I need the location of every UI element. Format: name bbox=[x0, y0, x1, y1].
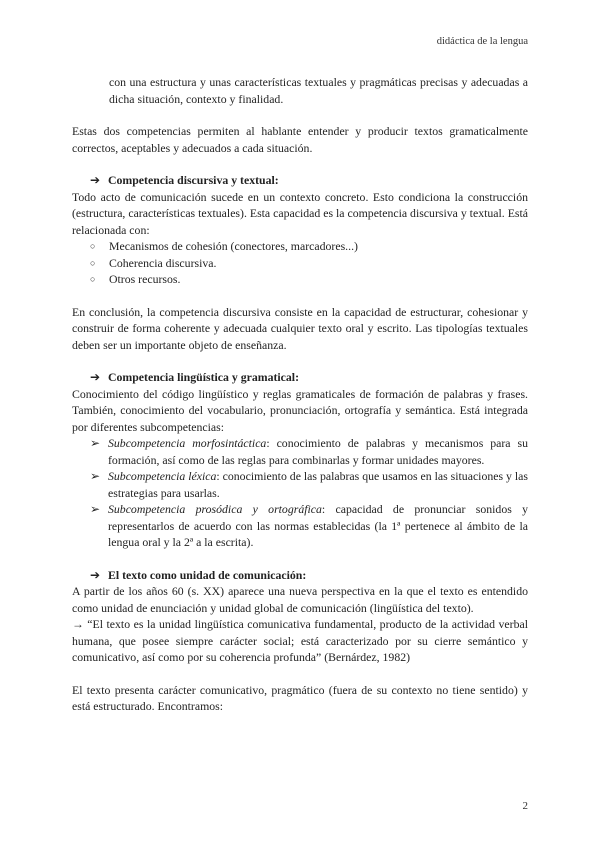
sub-desc: : conocimiento de palabras y mecanismos para su formación, así como de las reglas para combinarlas y formar unidades mayores. bbox=[108, 436, 528, 467]
section-heading-texto bbox=[72, 567, 528, 584]
section-conclusion: En conclusión, la competencia discursiva consiste en la capacidad de estructurar, cohesionar y construir de forma coherente y adecuada cualquier texto oral y escrito. Las tipologías textuales deben ser un importante objeto de enseñanza. bbox=[72, 304, 528, 352]
heading-text: Competencia lingüística y gramatical: bbox=[108, 370, 300, 384]
sub-desc: : conocimiento de las palabras que usamos en las situaciones y las estrategias para usarlas. bbox=[108, 469, 528, 500]
sub-name: Subcompetencia morfosintáctica bbox=[108, 436, 267, 450]
heading-text: Competencia discursiva y textual: bbox=[108, 173, 279, 187]
list-item: ○ Coherencia discursiva. bbox=[90, 255, 528, 272]
cohesion-list bbox=[72, 238, 528, 288]
arrowhead-bullet-icon: ➢ bbox=[90, 436, 100, 450]
intro-continuation: con una estructura y unas características textuales y pragmáticas precisas y adecuadas a dicha situación, contexto y finalidad. bbox=[109, 75, 528, 106]
sub-desc: : capacidad de pronunciar sonidos y representarlos de acuerdo con las normas establecidas (la 1ª pertenece al ámbito de la lengua oral y la 2ª a la escrita). bbox=[108, 502, 528, 549]
quote-bernardez: → “El texto es la unidad lingüística comunicativa fundamental, producto de la actividad verbal humana, que posee siempre carácter social; está caracterizado por su cierre semántico y comunicativo, así como por su coherencia profunda” (Bernárdez, 1982) bbox=[72, 617, 528, 664]
arrow-right-icon: ➔ bbox=[90, 173, 100, 187]
closing-paragraph: El texto presenta carácter comunicativo, pragmático (fuera de su contexto no tiene sentido) y está estructurado. Encontramos: bbox=[72, 682, 528, 713]
page-header: didáctica de la lengua bbox=[436, 36, 528, 47]
list-item bbox=[90, 468, 528, 501]
arrow-right-icon: ➔ bbox=[90, 567, 100, 582]
arrow-right-icon: ➔ bbox=[90, 370, 100, 384]
list-item: ○ Mecanismos de cohesión (conectores, marcadores...) bbox=[90, 238, 528, 255]
section-body-linguistica: Conocimiento del código lingüístico y reglas gramaticales de formación de palabras y frases. También, conocimiento del vocabulario, pronunciación, ortografía y semántica. Está integrada por diferentes subcompetencias: bbox=[72, 386, 528, 434]
sub-name: Subcompetencia prosódica y ortográfica bbox=[108, 502, 322, 516]
subcompetencias-list bbox=[72, 435, 528, 551]
section-heading-linguistica bbox=[72, 369, 528, 386]
page-content bbox=[72, 74, 528, 715]
arrowhead-bullet-icon: ➢ bbox=[90, 502, 100, 516]
sub-name: Subcompetencia léxica bbox=[108, 469, 217, 483]
list-item bbox=[90, 435, 528, 468]
heading-text: El texto como unidad de comunicación: bbox=[108, 567, 307, 582]
page-number: 2 bbox=[522, 800, 528, 812]
section-heading-discursiva bbox=[72, 172, 528, 189]
list-item: ○ Otros recursos. bbox=[90, 271, 528, 288]
arrowhead-bullet-icon: ➢ bbox=[90, 469, 100, 483]
list-item bbox=[90, 501, 528, 551]
section-body-texto: A partir de los años 60 (s. XX) aparece una nueva perspectiva en la que el texto es entendido como unidad de enunciación y unidad global de comunicación (lingüística del texto). bbox=[72, 584, 528, 615]
section-body-discursiva: Todo acto de comunicación sucede en un contexto concreto. Esto condiciona la construcción (estructura, características textuales). Esta capacidad es la competencia discursiva y textual. Está relacionada con: bbox=[72, 189, 528, 237]
intro-summary: Estas dos competencias permiten al hablante entender y producir textos gramaticalmente correctos, aceptables y adecuados a cada situación. bbox=[72, 124, 528, 155]
